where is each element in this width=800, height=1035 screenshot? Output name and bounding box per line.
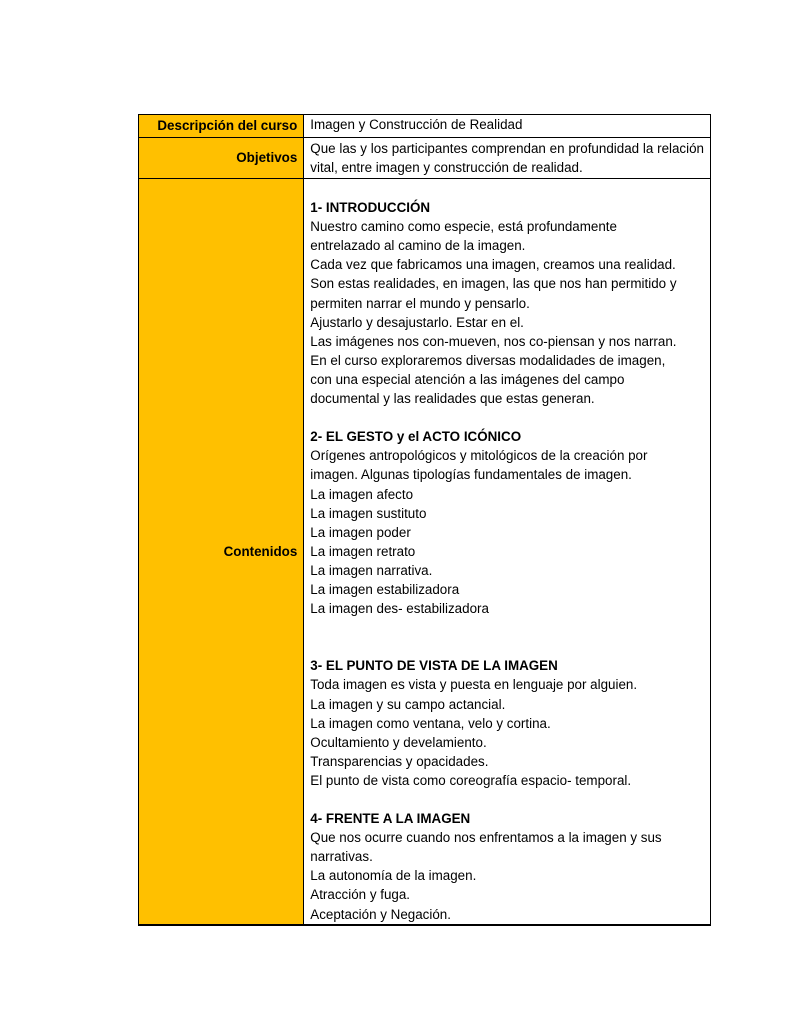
content-line: La imagen narrativa. [310,562,433,578]
content-line [310,618,704,637]
content-line: con una especial atención a las imágenes del campo [310,371,625,387]
content-line: imagen. Algunas tipologías fundamentales de imagen. [310,467,632,483]
label-contents: Contenidos [139,179,304,925]
content-line: Ajustarlo y desajustarlo. Estar en el. [310,314,524,330]
label-objectives: Objetivos [139,138,304,179]
content-line: Que nos ocurre cuando nos enfrentamos a la imagen y sus [310,830,662,846]
content-line: La imagen sustituto [310,505,427,521]
content-line: La imagen poder [310,524,411,540]
content-line: Son estas realidades, en imagen, las que nos han permitido y [310,276,677,292]
content-line: Las imágenes nos con-mueven, nos co-piensan y nos narran. [310,333,677,349]
row-description [139,115,711,138]
course-table [138,114,711,926]
content-line: La imagen como ventana, velo y cortina. [310,715,551,731]
content-line: La imagen afecto [310,486,414,502]
content-line: Transparencias y opacidades. [310,753,489,769]
content-line: Toda imagen es vista y puesta en lenguaje por alguien. [310,677,638,693]
label-description: Descripción del curso [139,115,304,138]
content-line: La imagen des- estabilizadora [310,601,489,617]
content-line: La imagen estabilizadora [310,581,460,597]
content-line: La imagen y su campo actancial. [310,696,506,712]
value-objectives: Que las y los participantes comprendan en profundidad la relación vital, entre imagen y construcción de realidad. [304,138,711,179]
content-line: Aceptación y Negación. [310,906,451,922]
content-line: Atracción y fuga. [310,887,411,903]
row-contents [139,179,711,925]
section-heading: 4- FRENTE A LA IMAGEN [310,811,471,827]
section-heading: 2- EL GESTO y el ACTO ICÓNICO [310,429,522,445]
content-line: La imagen retrato [310,543,416,559]
row-objectives [139,138,711,179]
content-line [310,408,704,427]
value-contents [304,179,711,925]
section-heading: 3- EL PUNTO DE VISTA DE LA IMAGEN [310,658,558,674]
content-line: La autonomía de la imagen. [310,868,477,884]
content-line [310,637,704,656]
content-line: narrativas. [310,849,373,865]
content-line: Cada vez que fabricamos una imagen, creamos una realidad. [310,257,676,273]
content-line [310,790,704,809]
content-line [310,179,704,198]
content-line: Ocultamiento y develamiento. [310,734,487,750]
content-line: permiten narrar el mundo y pensarlo. [310,295,530,311]
content-line: Orígenes antropológicos y mitológicos de la creación por [310,448,648,464]
content-line: documental y las realidades que estas generan. [310,391,595,407]
content-line: Nuestro camino como especie, está profundamente [310,219,617,235]
section-heading: 1- INTRODUCCIÓN [310,200,431,216]
content-line: entrelazado al camino de la imagen. [310,238,526,254]
content-line: El punto de vista como coreografía espacio- temporal. [310,772,632,788]
content-line: En el curso exploraremos diversas modalidades de imagen, [310,352,666,368]
value-description: Imagen y Construcción de Realidad [304,115,711,138]
